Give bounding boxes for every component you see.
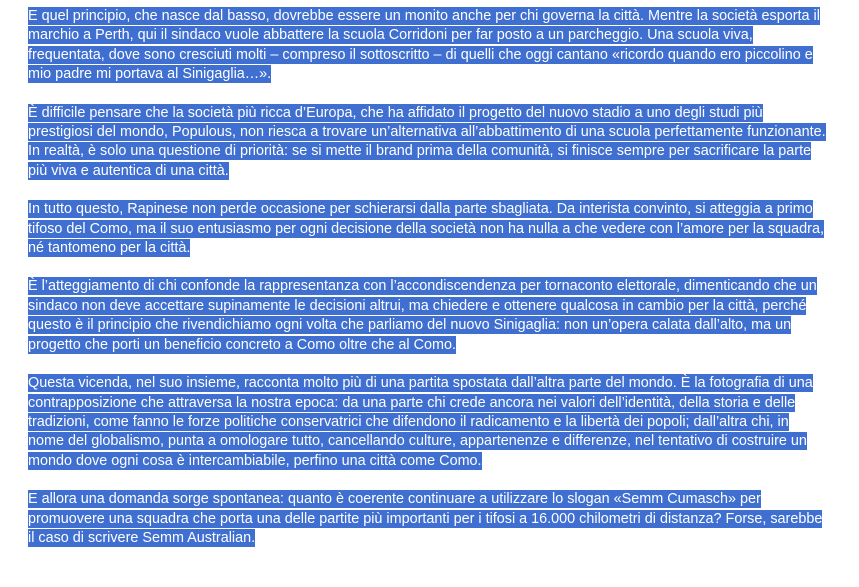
paragraph-2[interactable] [28, 104, 828, 182]
paragraph-text[interactable]: In tutto questo, Rapinese non perde occasione per schierarsi dalla parte sbagliata. Da interista convinto, si atteggia a primo tifoso del Como, ma il suo entusiasmo per ogni decisione della società non ha nulla a che vedere con l’amore per la squadra, né tantomeno per la città. [28, 201, 824, 257]
article-body [28, 7, 828, 567]
paragraph-3[interactable] [28, 200, 828, 258]
paragraph-5[interactable] [28, 374, 828, 471]
paragraph-text[interactable]: È l’atteggiamento di chi confonde la rappresentanza con l’accondiscendenza per tornaconto elettorale, dimenticando che un sindaco non deve accettare supinamente le decisioni altrui, ma chiedere e ottenere qualcosa in cambio per la città, perché questo è il principio che rivendichiamo ogni volta che parliamo del nuovo Sinigaglia: non un’opera calata dall’alto, ma un progetto che porti un beneficio concreto a Como oltre che al Como. [28, 278, 817, 353]
paragraph-text[interactable]: È difficile pensare che la società più ricca d’Europa, che ha affidato il progetto del nuovo stadio a uno degli studi più prestigiosi del mondo, Populous, non riesca a trovare un’alternativa all’abbattimento di una scuola perfettamente funzionante. In realtà, è solo una questione di priorità: se si mette il brand prima della comunità, si finisce sempre per sacrificare la parte più viva e autentica di una città. [28, 104, 826, 179]
paragraph-4[interactable] [28, 277, 828, 355]
paragraph-text[interactable]: E allora una domanda sorge spontanea: quanto è coerente continuare a utilizzare lo slogan «Semm Cumasch» per promuovere una squadra che porta una delle partite più importanti per i tifosi a 16.000 chilometri di distanza? Forse, sarebbe il caso di scrivere Semm Australian. [28, 491, 823, 546]
paragraph-1[interactable] [28, 7, 828, 85]
paragraph-text[interactable]: E quel principio, che nasce dal basso, dovrebbe essere un monito anche per chi governa la città. Mentre la società esporta il marchio a Perth, qui il sindaco vuole abbattere la scuola Corridoni per far posto a un parcheggio. Una scuola viva, frequentata, dove sono cresciuti molti – compreso il sottoscritto – di quelli che oggi cantano «ricordo quando ero piccolino e mio padre mi portava al Sinigaglia…». [28, 8, 820, 83]
paragraph-text[interactable]: Questa vicenda, nel suo insieme, racconta molto più di una partita spostata dall’altra parte del mondo. È la fotografia di una contrapposizione che attraversa la nostra epoca: da una parte chi crede ancora nei valori dell’identità, della storia e delle tradizioni, come fanno le forze politiche conservatrici che difendono il radicamento e la libertà dei popoli; dall’altra chi, in nome del globalismo, punta a omologare tutto, cancellando culture, appartenenze e differenze, nel tentativo di costruire un mondo dove ogni cosa è intercambiabile, perfino una città come Como. [28, 375, 813, 469]
paragraph-6[interactable] [28, 490, 828, 548]
